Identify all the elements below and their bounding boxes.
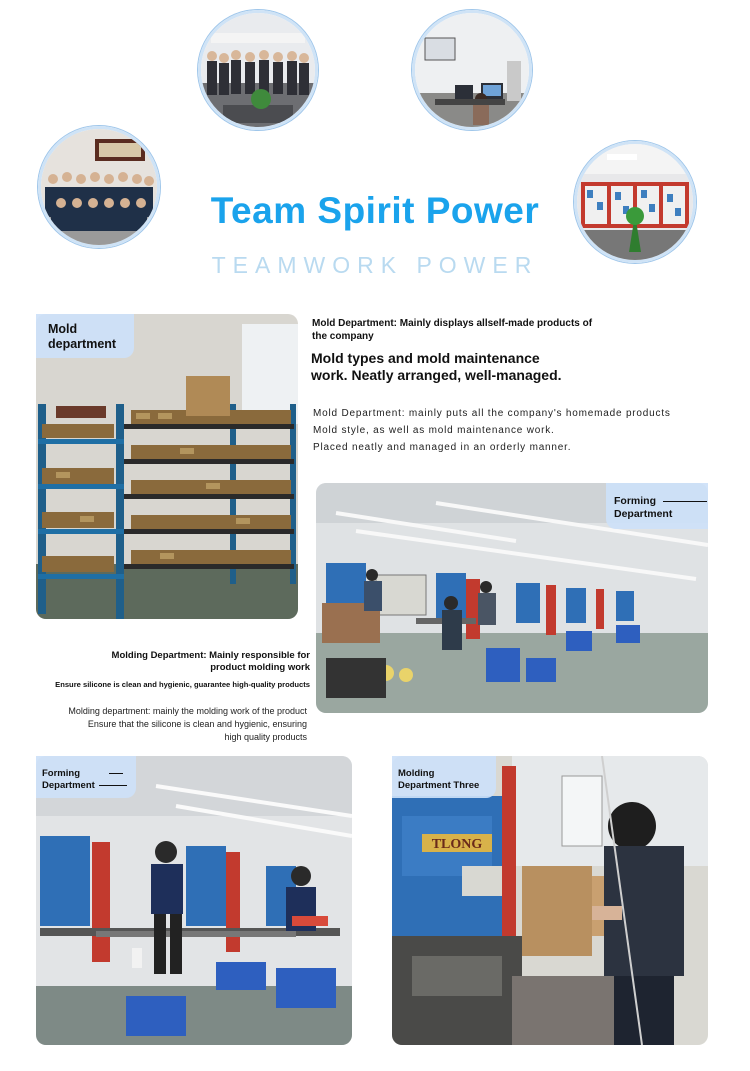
mold-heading-small-line-2: the company <box>312 331 374 342</box>
mold-department-photo <box>36 314 298 619</box>
molding-heading <box>40 650 310 674</box>
mold-heading-small <box>312 317 592 343</box>
molding-heading-line-1: Molding Department: Mainly responsible for <box>111 650 310 661</box>
bottom-right-molding-tag <box>392 756 496 798</box>
forming-workers-image <box>36 756 352 1045</box>
page-subtitle: TEAMWORK POWER <box>211 252 539 278</box>
mold-body-line-3: Placed neatly and managed in an orderly manner. <box>313 442 572 453</box>
mold-department-tag <box>36 314 134 358</box>
molding-body-line-3: high quality products <box>224 732 307 742</box>
molding-body-line-1: Molding department: mainly the molding work of the product <box>68 706 307 716</box>
tlong-brand-label: TLONG <box>431 837 483 852</box>
bottom-left-tag-rule-2 <box>99 785 127 786</box>
forming-tag-line-1 <box>614 495 708 508</box>
forming-department-tag <box>606 483 708 529</box>
bottom-left-tag-text-1: Forming <box>42 768 80 779</box>
molding-department-three-photo <box>392 756 708 1045</box>
mold-tag-line-2: department <box>48 337 117 351</box>
office-photo <box>415 13 529 127</box>
mold-heading-large <box>311 350 562 384</box>
mold-heading-large-line-2: work. Neatly arranged, well-managed. <box>311 367 562 383</box>
mold-heading-small-line-1: Mold Department: Mainly displays allself-made products of <box>312 318 593 329</box>
molding-body-line-2: Ensure that the silicone is clean and hygienic, ensuring <box>87 719 307 729</box>
bottom-left-forming-tag <box>36 756 136 798</box>
mold-tag-line-1: Mold <box>48 322 78 336</box>
molding-machine-image <box>392 756 708 1045</box>
bottom-right-tag-line-1: Molding <box>398 768 435 779</box>
bottom-right-tag-line-2: Department Three <box>398 780 480 791</box>
mold-body-line-1: Mold Department: mainly puts all the company's homemade products <box>313 408 671 419</box>
office-photo-circle-top-right <box>412 10 532 130</box>
forming-workers-photo <box>36 756 352 1045</box>
mold-body-line-2: Mold style, as well as mold maintenance work. <box>313 425 555 436</box>
mold-body-text <box>313 405 671 456</box>
page-title: Team Spirit Power <box>210 190 540 231</box>
molding-heading-line-2: product molding work <box>210 662 310 673</box>
bottom-left-tag-line-1 <box>42 768 136 780</box>
bottom-left-tag-line-2 <box>42 780 136 792</box>
team-photo-group <box>201 13 315 127</box>
mold-heading-large-line-1: Mold types and mold maintenance <box>311 350 540 366</box>
forming-tag-rule <box>663 501 707 502</box>
bottom-left-tag-text-2: Department <box>42 780 95 791</box>
forming-tag-text-1: Forming <box>614 495 656 507</box>
team-photo-circle-top-left <box>198 10 318 130</box>
molding-subheading: Ensure silicone is clean and hygienic, guarantee high-quality products <box>55 680 310 689</box>
bottom-left-tag-rule-1 <box>109 773 123 774</box>
molding-body-text <box>20 705 307 744</box>
mold-shelves-image <box>36 314 298 619</box>
forming-tag-line-2: Department <box>614 508 673 520</box>
